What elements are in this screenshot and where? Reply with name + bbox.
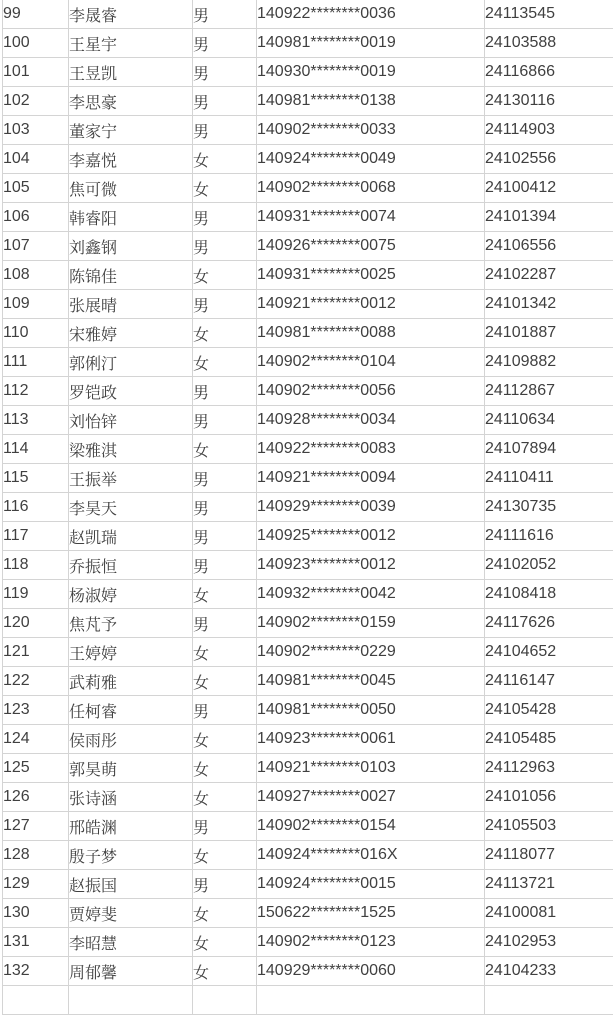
code-cell: 24102287 xyxy=(485,261,613,290)
id-cell: 140921********0012 xyxy=(257,290,485,319)
seq-cell: 103 xyxy=(3,116,69,145)
seq-cell: 118 xyxy=(3,551,69,580)
name-cell: 乔振恒 xyxy=(69,551,193,580)
seq-cell: 123 xyxy=(3,696,69,725)
id-cell: 140929********0060 xyxy=(257,957,485,986)
id-cell: 140925********0012 xyxy=(257,522,485,551)
gender-cell: 女 xyxy=(193,319,257,348)
code-cell: 24118077 xyxy=(485,841,613,870)
table-row xyxy=(3,899,613,928)
seq-cell: 113 xyxy=(3,406,69,435)
table-row xyxy=(3,957,613,986)
seq-cell: 104 xyxy=(3,145,69,174)
gender-cell: 男 xyxy=(193,609,257,638)
gender-cell: 女 xyxy=(193,667,257,696)
name-cell: 王星宇 xyxy=(69,29,193,58)
gender-cell: 女 xyxy=(193,754,257,783)
id-cell: 140931********0025 xyxy=(257,261,485,290)
seq-cell: 108 xyxy=(3,261,69,290)
code-cell: 24116866 xyxy=(485,58,613,87)
id-cell: 140923********0012 xyxy=(257,551,485,580)
gender-cell: 男 xyxy=(193,58,257,87)
seq-cell: 119 xyxy=(3,580,69,609)
table-row xyxy=(3,203,613,232)
table-row xyxy=(3,261,613,290)
table-row xyxy=(3,319,613,348)
code-cell: 24113721 xyxy=(485,870,613,899)
code-cell: 24102556 xyxy=(485,145,613,174)
table-row xyxy=(3,435,613,464)
gender-cell: 女 xyxy=(193,580,257,609)
id-cell: 140902********0154 xyxy=(257,812,485,841)
gender-cell: 男 xyxy=(193,812,257,841)
code-cell: 24105503 xyxy=(485,812,613,841)
id-cell: 140922********0036 xyxy=(257,0,485,29)
gender-cell: 女 xyxy=(193,435,257,464)
name-cell: 王振举 xyxy=(69,464,193,493)
code-cell: 24104652 xyxy=(485,638,613,667)
name-cell: 侯雨彤 xyxy=(69,725,193,754)
id-cell: 140922********0083 xyxy=(257,435,485,464)
gender-cell: 男 xyxy=(193,116,257,145)
gender-cell: 女 xyxy=(193,899,257,928)
name-cell: 武莉雅 xyxy=(69,667,193,696)
code-cell: 24107894 xyxy=(485,435,613,464)
table-row xyxy=(3,841,613,870)
table-row xyxy=(3,464,613,493)
name-cell: 赵振国 xyxy=(69,870,193,899)
id-cell: 140902********0123 xyxy=(257,928,485,957)
empty-cell xyxy=(485,986,613,1015)
name-cell: 焦可微 xyxy=(69,174,193,203)
seq-cell: 114 xyxy=(3,435,69,464)
name-cell: 贾婷斐 xyxy=(69,899,193,928)
seq-cell: 102 xyxy=(3,87,69,116)
table-row xyxy=(3,348,613,377)
code-cell: 24110411 xyxy=(485,464,613,493)
empty-cell xyxy=(69,986,193,1015)
id-cell: 140902********0104 xyxy=(257,348,485,377)
table-row xyxy=(3,406,613,435)
name-cell: 宋雅婷 xyxy=(69,319,193,348)
id-cell: 140921********0103 xyxy=(257,754,485,783)
code-cell: 24101394 xyxy=(485,203,613,232)
code-cell: 24130735 xyxy=(485,493,613,522)
id-cell: 140902********0229 xyxy=(257,638,485,667)
code-cell: 24110634 xyxy=(485,406,613,435)
seq-cell: 127 xyxy=(3,812,69,841)
gender-cell: 男 xyxy=(193,87,257,116)
seq-cell: 132 xyxy=(3,957,69,986)
id-cell: 140981********0045 xyxy=(257,667,485,696)
seq-cell: 128 xyxy=(3,841,69,870)
seq-cell: 130 xyxy=(3,899,69,928)
id-cell: 140924********0015 xyxy=(257,870,485,899)
gender-cell: 女 xyxy=(193,725,257,754)
gender-cell: 男 xyxy=(193,493,257,522)
seq-cell: 111 xyxy=(3,348,69,377)
id-cell: 140902********0159 xyxy=(257,609,485,638)
gender-cell: 女 xyxy=(193,841,257,870)
code-cell: 24101887 xyxy=(485,319,613,348)
name-cell: 王昱凯 xyxy=(69,58,193,87)
table-row xyxy=(3,725,613,754)
code-cell: 24116147 xyxy=(485,667,613,696)
table-row xyxy=(3,116,613,145)
table-row xyxy=(3,87,613,116)
empty-cell xyxy=(257,986,485,1015)
id-cell: 140981********0050 xyxy=(257,696,485,725)
name-cell: 李嘉悦 xyxy=(69,145,193,174)
seq-cell: 112 xyxy=(3,377,69,406)
seq-cell: 125 xyxy=(3,754,69,783)
name-cell: 邢皓渊 xyxy=(69,812,193,841)
empty-cell xyxy=(3,986,69,1015)
table-row xyxy=(3,551,613,580)
id-cell: 140926********0075 xyxy=(257,232,485,261)
seq-cell: 129 xyxy=(3,870,69,899)
table-row xyxy=(3,870,613,899)
table-row xyxy=(3,29,613,58)
id-cell: 140924********016X xyxy=(257,841,485,870)
table-row xyxy=(3,667,613,696)
empty-cell xyxy=(193,986,257,1015)
table-row xyxy=(3,58,613,87)
code-cell: 24130116 xyxy=(485,87,613,116)
name-cell: 赵凯瑞 xyxy=(69,522,193,551)
name-cell: 王婷婷 xyxy=(69,638,193,667)
table-row xyxy=(3,580,613,609)
table-row xyxy=(3,290,613,319)
table-row xyxy=(3,754,613,783)
gender-cell: 男 xyxy=(193,870,257,899)
seq-cell: 131 xyxy=(3,928,69,957)
seq-cell: 106 xyxy=(3,203,69,232)
gender-cell: 男 xyxy=(193,232,257,261)
seq-cell: 121 xyxy=(3,638,69,667)
name-cell: 李昭慧 xyxy=(69,928,193,957)
table-row xyxy=(3,0,613,29)
gender-cell: 女 xyxy=(193,174,257,203)
id-cell: 140931********0074 xyxy=(257,203,485,232)
id-cell: 140902********0033 xyxy=(257,116,485,145)
code-cell: 24111616 xyxy=(485,522,613,551)
name-cell: 李思豪 xyxy=(69,87,193,116)
code-cell: 24101056 xyxy=(485,783,613,812)
name-cell: 李晟睿 xyxy=(69,0,193,29)
id-cell: 140902********0068 xyxy=(257,174,485,203)
code-cell: 24105428 xyxy=(485,696,613,725)
seq-cell: 122 xyxy=(3,667,69,696)
id-cell: 140981********0019 xyxy=(257,29,485,58)
name-cell: 刘鑫钢 xyxy=(69,232,193,261)
gender-cell: 男 xyxy=(193,464,257,493)
name-cell: 韩睿阳 xyxy=(69,203,193,232)
code-cell: 24106556 xyxy=(485,232,613,261)
code-cell: 24100081 xyxy=(485,899,613,928)
code-cell: 24103588 xyxy=(485,29,613,58)
seq-cell: 126 xyxy=(3,783,69,812)
gender-cell: 男 xyxy=(193,377,257,406)
seq-cell: 120 xyxy=(3,609,69,638)
name-cell: 罗铠政 xyxy=(69,377,193,406)
table-row xyxy=(3,232,613,261)
id-cell: 140929********0039 xyxy=(257,493,485,522)
id-cell: 140981********0138 xyxy=(257,87,485,116)
id-cell: 140928********0034 xyxy=(257,406,485,435)
table-row xyxy=(3,377,613,406)
gender-cell: 女 xyxy=(193,783,257,812)
name-cell: 董家宁 xyxy=(69,116,193,145)
code-cell: 24114903 xyxy=(485,116,613,145)
roster-table-body xyxy=(3,0,613,1015)
id-cell: 140902********0056 xyxy=(257,377,485,406)
code-cell: 24104233 xyxy=(485,957,613,986)
code-cell: 24109882 xyxy=(485,348,613,377)
seq-cell: 99 xyxy=(3,0,69,29)
gender-cell: 男 xyxy=(193,406,257,435)
seq-cell: 115 xyxy=(3,464,69,493)
code-cell: 24113545 xyxy=(485,0,613,29)
id-cell: 140927********0027 xyxy=(257,783,485,812)
seq-cell: 117 xyxy=(3,522,69,551)
code-cell: 24101342 xyxy=(485,290,613,319)
name-cell: 郭昊萌 xyxy=(69,754,193,783)
name-cell: 李昊天 xyxy=(69,493,193,522)
gender-cell: 男 xyxy=(193,551,257,580)
id-cell: 140921********0094 xyxy=(257,464,485,493)
partial-next-row xyxy=(3,986,613,1015)
name-cell: 杨淑婷 xyxy=(69,580,193,609)
gender-cell: 男 xyxy=(193,203,257,232)
id-cell: 140930********0019 xyxy=(257,58,485,87)
gender-cell: 男 xyxy=(193,696,257,725)
gender-cell: 男 xyxy=(193,522,257,551)
table-row xyxy=(3,812,613,841)
table-row xyxy=(3,783,613,812)
name-cell: 刘怡锌 xyxy=(69,406,193,435)
code-cell: 24102953 xyxy=(485,928,613,957)
name-cell: 陈锦佳 xyxy=(69,261,193,290)
name-cell: 张诗涵 xyxy=(69,783,193,812)
table-row xyxy=(3,522,613,551)
table-row xyxy=(3,145,613,174)
gender-cell: 男 xyxy=(193,29,257,58)
code-cell: 24108418 xyxy=(485,580,613,609)
seq-cell: 105 xyxy=(3,174,69,203)
seq-cell: 116 xyxy=(3,493,69,522)
gender-cell: 女 xyxy=(193,928,257,957)
gender-cell: 女 xyxy=(193,957,257,986)
seq-cell: 109 xyxy=(3,290,69,319)
table-row xyxy=(3,174,613,203)
table-row xyxy=(3,638,613,667)
gender-cell: 女 xyxy=(193,261,257,290)
id-cell: 140924********0049 xyxy=(257,145,485,174)
name-cell: 郭俐汀 xyxy=(69,348,193,377)
name-cell: 焦芃予 xyxy=(69,609,193,638)
seq-cell: 107 xyxy=(3,232,69,261)
name-cell: 殷子梦 xyxy=(69,841,193,870)
code-cell: 24105485 xyxy=(485,725,613,754)
seq-cell: 100 xyxy=(3,29,69,58)
gender-cell: 女 xyxy=(193,145,257,174)
table-row xyxy=(3,928,613,957)
id-cell: 150622********1525 xyxy=(257,899,485,928)
gender-cell: 男 xyxy=(193,290,257,319)
code-cell: 24112963 xyxy=(485,754,613,783)
code-cell: 24112867 xyxy=(485,377,613,406)
table-row xyxy=(3,493,613,522)
name-cell: 任柯睿 xyxy=(69,696,193,725)
gender-cell: 女 xyxy=(193,638,257,667)
seq-cell: 124 xyxy=(3,725,69,754)
code-cell: 24100412 xyxy=(485,174,613,203)
roster-table xyxy=(2,0,613,1015)
code-cell: 24102052 xyxy=(485,551,613,580)
id-cell: 140932********0042 xyxy=(257,580,485,609)
name-cell: 周郁馨 xyxy=(69,957,193,986)
table-row xyxy=(3,609,613,638)
id-cell: 140923********0061 xyxy=(257,725,485,754)
seq-cell: 110 xyxy=(3,319,69,348)
gender-cell: 男 xyxy=(193,0,257,29)
name-cell: 梁雅淇 xyxy=(69,435,193,464)
table-row xyxy=(3,696,613,725)
gender-cell: 女 xyxy=(193,348,257,377)
code-cell: 24117626 xyxy=(485,609,613,638)
id-cell: 140981********0088 xyxy=(257,319,485,348)
name-cell: 张展晴 xyxy=(69,290,193,319)
seq-cell: 101 xyxy=(3,58,69,87)
